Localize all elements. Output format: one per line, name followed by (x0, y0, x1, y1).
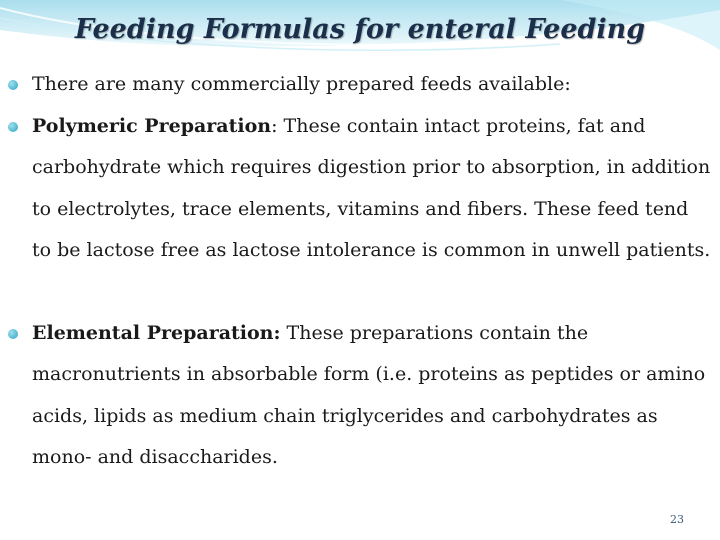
bullet-text: There are many commercially prepared feeds available: (32, 73, 571, 95)
slide-title: Feeding Formulas for enteral Feeding (74, 14, 646, 45)
bullet-text: : These contain intact proteins, fat and carbohydrate which requires digestion prior to absorption, in addition to electrolytes, trace elements, vitamins and fibers. These feed tend to be lactose free as lactose intolerance is common in unwell patients. (32, 114, 711, 261)
bullet-item (8, 106, 713, 272)
bullet-list (8, 64, 713, 479)
page-number: 23 (670, 513, 684, 526)
bullet-dot-icon (8, 122, 18, 132)
bullet-item (8, 313, 713, 479)
bullet-lead: Polymeric Preparation (32, 114, 272, 137)
bullet-dot-icon (8, 80, 18, 90)
bullet-item (8, 64, 713, 106)
bullet-lead: Elemental Preparation: (32, 321, 281, 344)
bullet-dot-icon (8, 329, 18, 339)
bullet-text: These preparations contain the macronutrients in absorbable form (i.e. proteins as peptides or amino acids, lipids as medium chain triglycerides and carbohydrates as mono- and disaccharides. (32, 321, 706, 468)
